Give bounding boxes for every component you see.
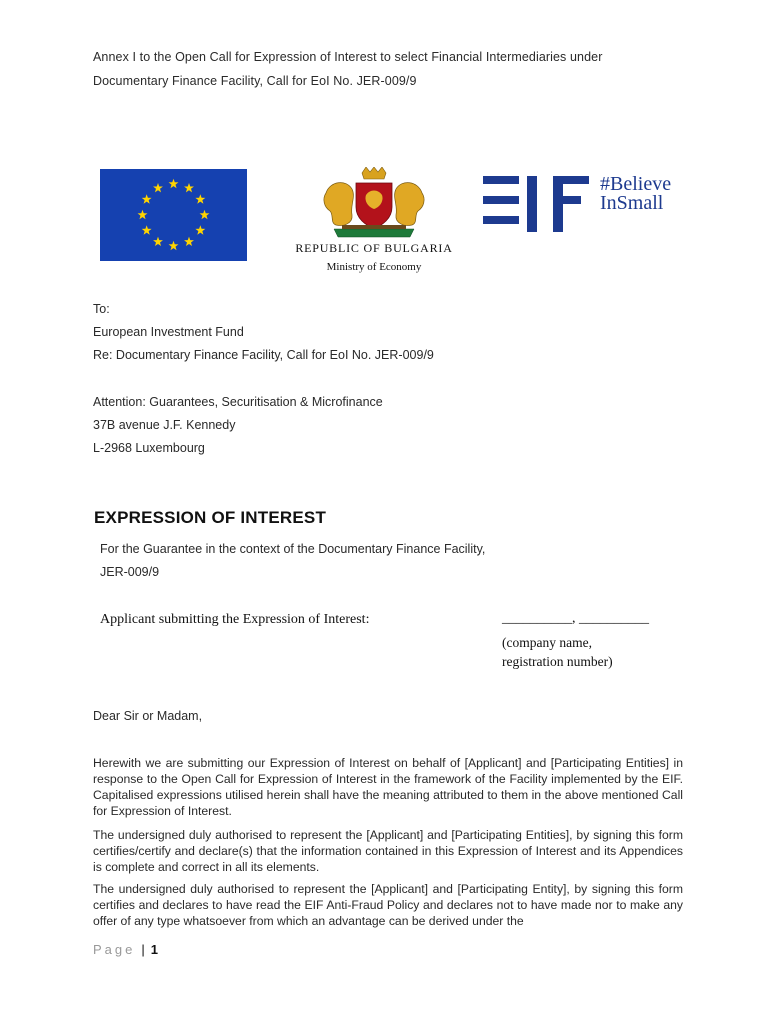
city-line: L-2968 Luxembourg <box>93 441 205 455</box>
page-number: 1 <box>150 942 158 957</box>
bulgaria-ministry-logo <box>290 167 458 279</box>
eu-flag-logo <box>100 169 247 261</box>
eif-hashtag-line1: #Believe <box>600 173 672 195</box>
page-footer: Page | 1 <box>93 942 158 957</box>
applicant-blank-field[interactable]: __________, __________ <box>502 611 649 626</box>
coat-of-arms-icon <box>290 167 458 239</box>
eif-logo <box>483 174 683 236</box>
applicant-hint-line1: (company name, <box>502 635 592 650</box>
subtitle-line-2: JER-009/9 <box>100 565 160 579</box>
eif-mark-icon <box>483 174 591 234</box>
attention-line: Attention: Guarantees, Securitisation & Microfinance <box>93 395 383 409</box>
header-line-1: Annex I to the Open Call for Expression of Interest to select Financial Intermediaries under <box>93 50 603 64</box>
ministry-name-text: Ministry of Economy <box>326 261 422 273</box>
paragraph-3: The undersigned duly authorised to represent the [Applicant] and [Participating Entity], by signing this form certifies and declares to have read the EIF Anti-Fraud Policy and declares not to have made nor to make any offer of any type whatsoever from which an advantage can be derived under the <box>93 882 683 928</box>
ministry-country-text: REPUBLIC OF BULGARIA <box>295 241 453 255</box>
recipient-name: European Investment Fund <box>93 325 244 339</box>
header-line-2: Documentary Finance Facility, Call for EoI No. JER-009/9 <box>93 74 417 88</box>
subtitle-line-1: For the Guarantee in the context of the Documentary Finance Facility, <box>100 542 486 556</box>
to-label: To: <box>93 302 110 316</box>
eif-hashtag-line2: InSmall <box>600 192 664 214</box>
re-line: Re: Documentary Finance Facility, Call for EoI No. JER-009/9 <box>93 348 434 362</box>
salutation: Dear Sir or Madam, <box>93 709 203 723</box>
eu-stars-icon <box>100 169 247 261</box>
street-line: 37B avenue J.F. Kennedy <box>93 418 236 432</box>
applicant-hint-line2: registration number) <box>502 654 613 669</box>
page-label: Page <box>93 942 136 957</box>
page-title: EXPRESSION OF INTEREST <box>94 508 327 527</box>
paragraph-1: Herewith we are submitting our Expression of Interest on behalf of [Applicant] and [Participating Entities] in response to the Open Call for Expression of Interest in the framework of the Facility implemented by the EIF. Capitalised expressions utilised herein shall have the meaning attributed to them in the above mentioned Call for Expression of Interest. <box>93 756 683 818</box>
applicant-label: Applicant submitting the Expression of Interest: <box>100 612 370 627</box>
paragraph-2: The undersigned duly authorised to represent the [Applicant] and [Participating Entities], by signing this form certifies/certify and declare(s) that the information contained in this Expression of Interest and its Appendices is complete and correct in all its elements. <box>93 828 683 874</box>
